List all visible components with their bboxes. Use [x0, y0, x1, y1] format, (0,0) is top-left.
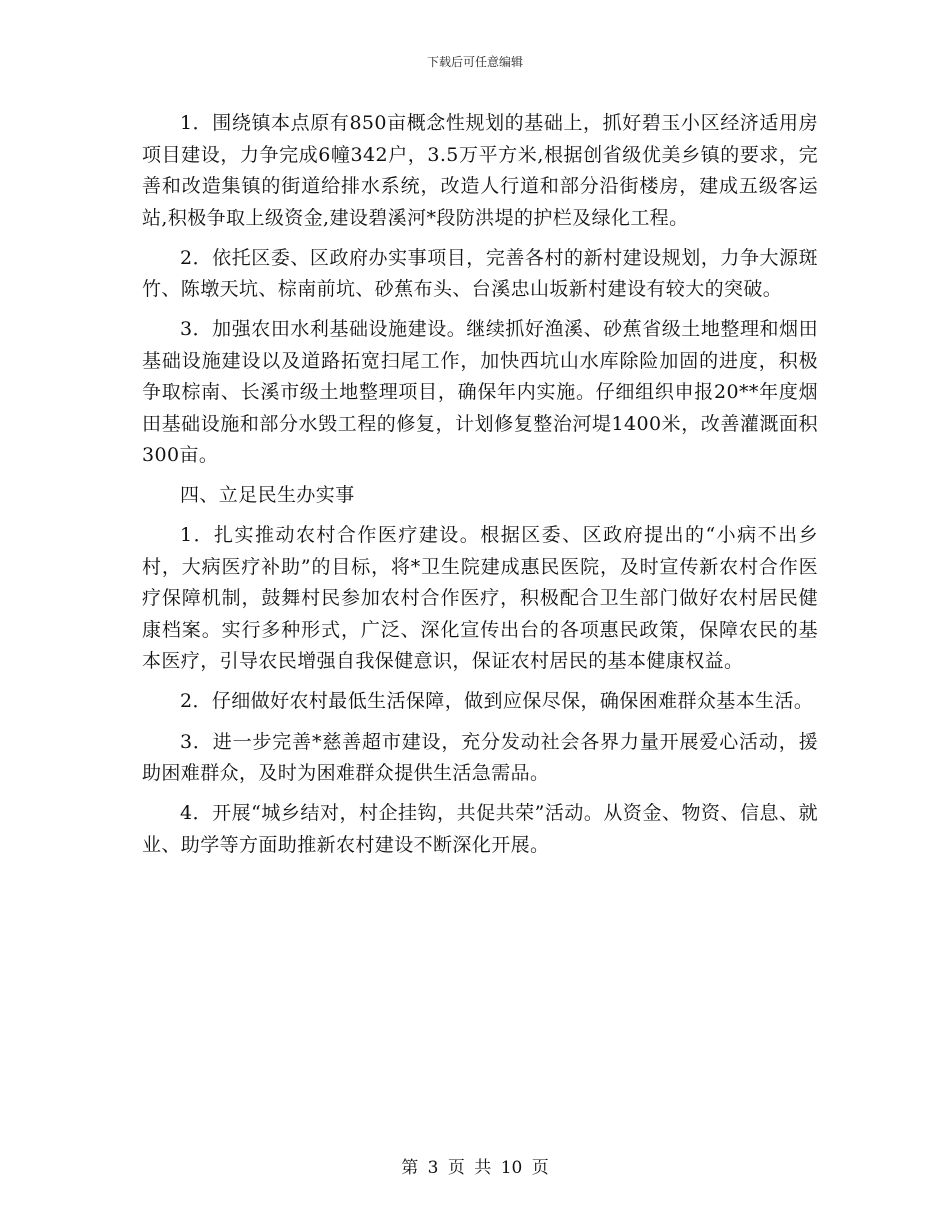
- document-body: [142, 108, 818, 870]
- paragraph: 1．扎实推动农村合作医疗建设。根据区委、区政府提出的“小病不出乡村，大病医疗补助”的目标，将*卫生院建成惠民医院，及时宣传新农村合作医疗保障机制，鼓舞村民参加农村合作医疗，积极配合卫生部门做好农村居民健康档案。实行多种形式，广泛、深化宣传出台的各项惠民政策，保障农民的基本医疗，引导农民增强自我保健意识，保证农村居民的基本健康权益。: [142, 524, 818, 673]
- section-heading: 四、立足民生办实事: [180, 484, 355, 507]
- paragraph: 1．围绕镇本点原有850亩概念性规划的基础上，抓好碧玉小区经济适用房项目建设，力争完成6幢342户，3.5万平方米,根据创省级优美乡镇的要求，完善和改造集镇的街道给排水系统，改造人行道和部分沿街楼房，建成五级客运站,积极争取上级资金,建设碧溪河*段防洪堤的护栏及绿化工程。: [142, 112, 818, 229]
- paragraph: 3．进一步完善*慈善超市建设，充分发动社会各界力量开展爱心活动，援助困难群众，及时为困难群众提供生活急需品。: [142, 730, 818, 785]
- page-header: 下载后可任意编辑: [426, 55, 523, 69]
- page-number: 第 3 页 共 10 页: [401, 1158, 549, 1178]
- paragraph: 2．仔细做好农村最低生活保障，做到应保尽保，确保困难群众基本生活。: [180, 690, 814, 713]
- paragraph: 2．依托区委、区政府办实事项目，完善各村的新村建设规划，力争大源斑竹、陈墩天坑、棕南前坑、砂蕉布头、台溪忠山坂新村建设有较大的突破。: [142, 246, 818, 301]
- paragraph: 3．加强农田水利基础设施建设。继续抓好渔溪、砂蕉省级土地整理和烟田基础设施建设以及道路拓宽扫尾工作，加快西坑山水库除险加固的进度，积极争取棕南、长溪市级土地整理项目，确保年内实施。仔细组织申报20**年度烟田基础设施和部分水毁工程的修复，计划修复整治河堤1400米，改善灌溉面积300亩。: [142, 318, 818, 467]
- paragraph: 4．开展“城乡结对，村企挂钩，共促共荣”活动。从资金、物资、信息、就业、助学等方面助推新农村建设不断深化开展。: [142, 802, 818, 856]
